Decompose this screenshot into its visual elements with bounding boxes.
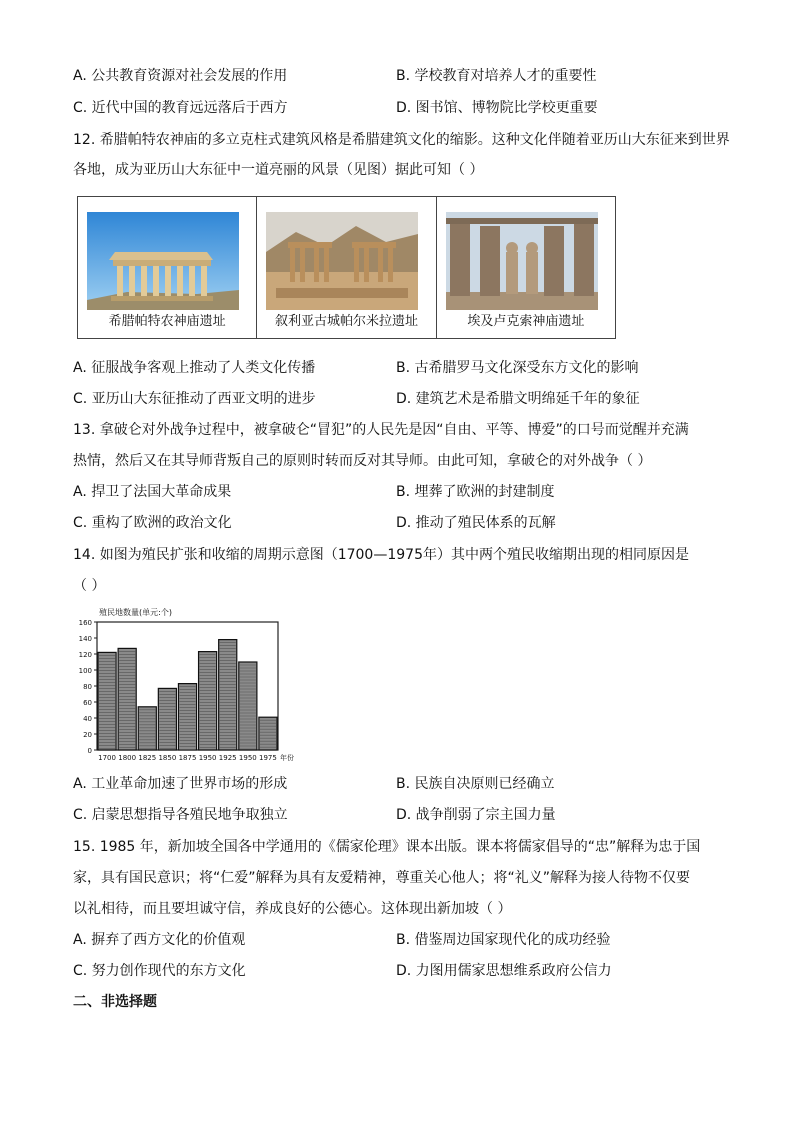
bar-1700 <box>98 652 116 750</box>
q12-option-b[interactable]: B. 古希腊罗马文化深受东方文化的影响 <box>396 360 639 376</box>
x-tick-label: 1825 <box>138 754 157 762</box>
y-axis-label: 殖民地数量(单元:个) <box>99 608 172 617</box>
y-tick-label: 120 <box>78 651 92 659</box>
q12-option-d[interactable]: D. 建筑艺术是希腊文明绵延千年的象征 <box>396 391 640 407</box>
x-tick-label: 1925 <box>218 754 237 762</box>
q13-option-d[interactable]: D. 推动了殖民体系的瓦解 <box>396 515 556 531</box>
q11-option-a[interactable]: A. 公共教育资源对社会发展的作用 <box>73 68 288 84</box>
q13-stem-line2: 热情，然后又在其导师背叛自己的原则时转而反对其导师。由此可知，拿破仑的对外战争（ ） <box>73 453 652 469</box>
x-tick-label: 1800 <box>118 754 137 762</box>
q15-stem-line2: 家，具有国民意识；将“仁爱”解释为具有友爱精神，尊重关心他人；将“礼义”解释为接人待物不仅要 <box>73 870 691 886</box>
luxor-photo <box>446 212 598 310</box>
q15-option-b[interactable]: B. 借鉴周边国家现代化的成功经验 <box>396 932 611 948</box>
y-tick-label: 60 <box>83 699 92 707</box>
x-tick-label: 1700 <box>98 754 116 762</box>
q14-option-c[interactable]: C. 启蒙思想指导各殖民地争取独立 <box>73 807 288 823</box>
q14-option-b[interactable]: B. 民族自决原则已经确立 <box>396 776 555 792</box>
q13-stem-line1: 13. 拿破仑对外战争过程中，被拿破仑“冒犯”的人民先是因“自由、平等、博爱”的口号而觉醒并充满 <box>73 422 689 438</box>
q11-option-b[interactable]: B. 学校教育对培养人才的重要性 <box>396 68 597 84</box>
q14-option-a[interactable]: A. 工业革命加速了世界市场的形成 <box>73 776 288 792</box>
bar-1825 <box>138 707 156 750</box>
q15-stem-line1: 15. 1985 年，新加坡全国各中学通用的《儒家伦理》课本出版。课本将儒家倡导的“忠”解释为忠于国 <box>73 839 701 855</box>
bar-1975 <box>259 717 277 750</box>
bar-1925 <box>219 640 237 750</box>
q12-stem-line1: 12. 希腊帕特农神庙的多立克柱式建筑风格是希腊建筑文化的缩影。这种文化伴随着亚历山大东征来到世界 <box>73 132 730 148</box>
y-tick-label: 80 <box>83 683 92 691</box>
q12-stem-line2: 各地，成为亚历山大东征中一道亮丽的风景（见图）据此可知（ ） <box>73 162 484 178</box>
image-cell-parthenon <box>78 197 257 338</box>
q14-stem-line1: 14. 如图为殖民扩张和收缩的周期示意图（1700—1975年）其中两个殖民收缩期出现的相同原因是 <box>73 547 689 563</box>
parthenon-photo <box>87 212 239 310</box>
palmyra-photo <box>266 212 418 310</box>
q13-option-c[interactable]: C. 重构了欧洲的政治文化 <box>73 515 232 531</box>
x-tick-label: 1950 <box>198 754 217 762</box>
q12-option-a[interactable]: A. 征服战争客观上推动了人类文化传播 <box>73 360 316 376</box>
x-tick-label: 1850 <box>158 754 177 762</box>
y-tick-label: 20 <box>83 731 92 739</box>
x-tick-label: 1950 <box>238 754 257 762</box>
x-tick-label: 1975 <box>259 754 277 762</box>
section-2-title: 二、非选择题 <box>73 994 157 1010</box>
q15-option-c[interactable]: C. 努力创作现代的东方文化 <box>73 963 246 979</box>
q14-stem-line2: （ ） <box>73 578 106 594</box>
caption-parthenon: 希腊帕特农神庙遗址 <box>108 314 226 329</box>
q11-option-c[interactable]: C. 近代中国的教育远远落后于西方 <box>73 100 288 116</box>
image-cell-palmyra <box>257 197 436 338</box>
q15-option-a[interactable]: A. 摒弃了西方文化的价值观 <box>73 932 246 948</box>
caption-palmyra: 叙利亚古城帕尔米拉遗址 <box>274 314 418 329</box>
x-axis-label: 年份 <box>280 754 294 762</box>
q14-option-d[interactable]: D. 战争削弱了宗主国力量 <box>396 807 556 823</box>
q12-option-c[interactable]: C. 亚历山大东征推动了西亚文明的进步 <box>73 391 316 407</box>
image-cell-luxor <box>437 197 615 338</box>
y-tick-label: 40 <box>83 715 92 723</box>
q12-image-table <box>77 196 616 339</box>
q13-option-b[interactable]: B. 埋葬了欧洲的封建制度 <box>396 484 555 500</box>
q13-option-a[interactable]: A. 捍卫了法国大革命成果 <box>73 484 232 500</box>
y-tick-label: 0 <box>87 747 92 755</box>
q15-stem-line3: 以礼相待，而且要坦诚守信，养成良好的公德心。这体现出新加坡（ ） <box>73 901 512 917</box>
y-tick-label: 100 <box>78 667 92 675</box>
y-tick-label: 140 <box>78 635 92 643</box>
x-tick-label: 1875 <box>178 754 197 762</box>
q11-option-d[interactable]: D. 图书馆、博物院比学校更重要 <box>396 100 598 116</box>
caption-luxor: 埃及卢克索神庙遗址 <box>467 314 585 329</box>
q15-option-d[interactable]: D. 力图用儒家思想维系政府公信力 <box>396 963 612 979</box>
y-tick-label: 160 <box>78 619 92 627</box>
colony-bar-chart <box>70 605 310 765</box>
